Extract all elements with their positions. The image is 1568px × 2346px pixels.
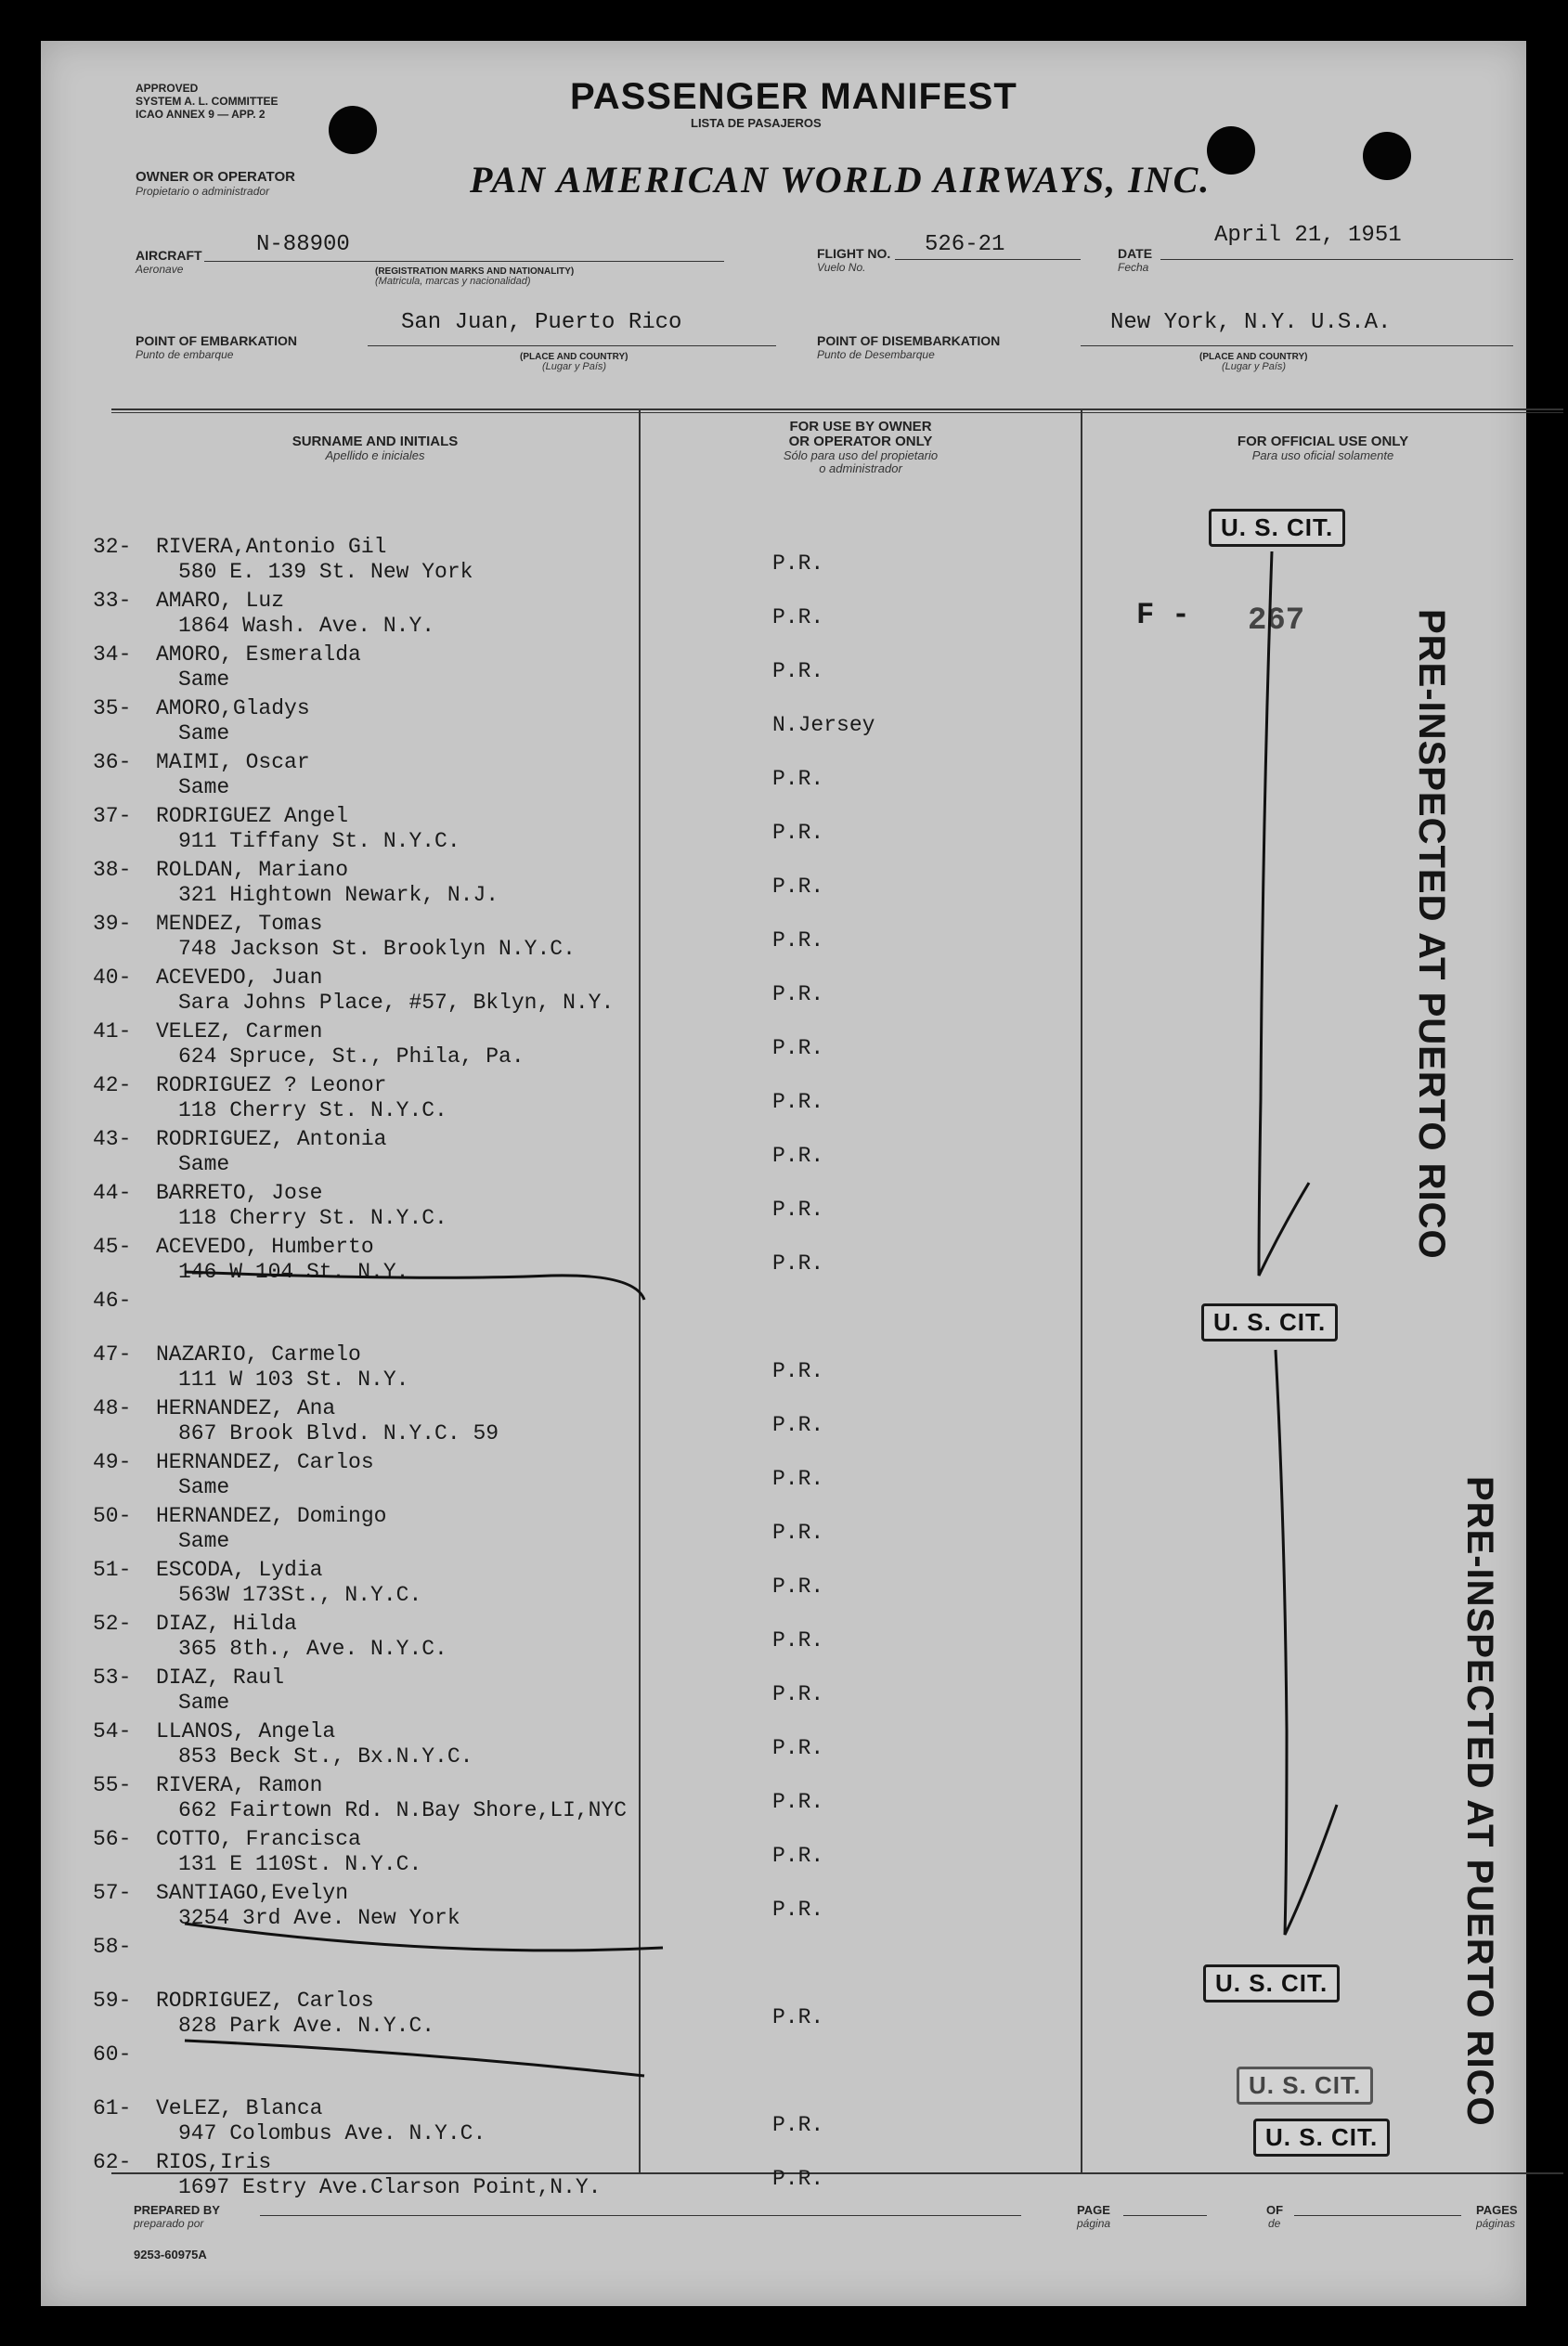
check-mark [1248,1341,1359,1953]
passenger-address: Same [178,1691,230,1715]
passenger-address: 867 Brook Blvd. N.Y.C. 59 [178,1421,499,1445]
place-label-es: (Lugar y País) [542,361,607,372]
passenger-number: 49- [93,1450,132,1474]
embark-value: San Juan, Puerto Rico [401,310,682,335]
passenger-number: 38- [93,858,132,882]
passenger-name: AMORO,Gladys [156,696,310,720]
passenger-number: 44- [93,1181,132,1205]
aircraft-label-es: Aeronave [136,263,184,276]
passenger-number: 45- [93,1235,132,1259]
passenger-number: 39- [93,912,132,936]
page-subtitle: LISTA DE PASAJEROS [691,116,822,130]
passenger-address: 580 E. 139 St. New York [178,560,473,584]
owner-use-entry: P.R. [772,1036,824,1060]
passenger-address: 748 Jackson St. Brooklyn N.Y.C. [178,937,576,961]
us-citizen-stamp: U. S. CIT. [1201,1303,1338,1341]
owner-use-entry: P.R. [772,767,824,791]
passenger-name: SANTIAGO,Evelyn [156,1881,349,1905]
passenger-number: 59- [93,1989,132,2013]
owner-name: PAN AMERICAN WORLD AIRWAYS, INC. [470,159,1212,201]
page-label-es: página [1077,2217,1111,2230]
passenger-number: 54- [93,1719,132,1743]
manifest-page [41,41,1526,2306]
passenger-name: NAZARIO, Carmelo [156,1342,361,1367]
disembark-label: POINT OF DISEMBARKATION [817,333,1001,348]
passenger-name: RODRIGUEZ Angel [156,804,349,828]
passenger-name: DIAZ, Raul [156,1666,285,1690]
place-label: (PLACE AND COUNTRY) [520,352,628,362]
passenger-address: Same [178,1529,230,1553]
pages-label-es: páginas [1476,2217,1516,2230]
passenger-address: 911 Tiffany St. N.Y.C. [178,829,460,853]
pages-label: PAGES [1476,2203,1518,2217]
passenger-name: HERNANDEZ, Carlos [156,1450,374,1474]
passenger-number: 50- [93,1504,132,1528]
passenger-address: 662 Fairtown Rd. N.Bay Shore,LI,NYC [178,1798,628,1822]
passenger-address: 563W 173St., N.Y.C. [178,1583,422,1607]
passenger-name: LLANOS, Angela [156,1719,336,1743]
passenger-address: 947 Colombus Ave. N.Y.C. [178,2121,486,2145]
passenger-address: 118 Cherry St. N.Y.C. [178,1098,447,1122]
passenger-name: HERNANDEZ, Ana [156,1396,336,1420]
registration-label-es: (Matricula, marcas y nacionalidad) [375,276,531,287]
owner-use-entry: P.R. [772,1467,824,1491]
passenger-name: COTTO, Francisca [156,1827,361,1851]
owner-use-entry: P.R. [772,1682,824,1706]
registration-label: (REGISTRATION MARKS AND NATIONALITY) [375,266,575,277]
date-label-es: Fecha [1118,261,1149,274]
passenger-name: MENDEZ, Tomas [156,912,323,936]
passenger-number: 36- [93,750,132,774]
owner-use-entry: P.R. [772,2005,824,2029]
page-title: PASSENGER MANIFEST [570,76,1017,117]
aircraft-label: AIRCRAFT [136,248,202,263]
owner-use-entry: P.R. [772,1790,824,1814]
passenger-number: 53- [93,1666,132,1690]
approved-line: ICAO ANNEX 9 — APP. 2 [136,108,266,121]
owner-use-entry: P.R. [772,1090,824,1114]
passenger-number: 48- [93,1396,132,1420]
passenger-address: 111 W 103 St. N.Y. [178,1367,409,1392]
flight-label-es: Vuelo No. [817,261,866,274]
approved-line: APPROVED [136,82,199,95]
owner-use-entry: P.R. [772,1736,824,1760]
owner-use-entry: P.R. [772,1898,824,1922]
punch-hole [1207,126,1255,175]
passenger-address: Same [178,775,230,799]
us-citizen-stamp: U. S. CIT. [1209,509,1345,547]
owner-use-entry: P.R. [772,1521,824,1545]
void-mark [180,1263,700,1318]
passenger-number: 37- [93,804,132,828]
passenger-number: 55- [93,1773,132,1797]
passenger-address: Same [178,1152,230,1176]
place-label-es: (Lugar y País) [1222,361,1287,372]
passenger-name: RIVERA, Ramon [156,1773,323,1797]
number-267: 267 [1248,603,1305,639]
passenger-number: 47- [93,1342,132,1367]
passenger-address: 624 Spruce, St., Phila, Pa. [178,1044,525,1069]
aircraft-value: N-88900 [256,232,350,257]
void-mark [180,2035,700,2091]
passenger-name: RODRIGUEZ ? Leonor [156,1073,387,1097]
owner-use-entry: N.Jersey [772,713,875,737]
prepared-label-es: preparado por [134,2217,204,2230]
passenger-number: 62- [93,2150,132,2174]
passenger-number: 60- [93,2042,132,2067]
owner-use-entry: P.R. [772,2113,824,2137]
passenger-name: VeLEZ, Blanca [156,2096,323,2120]
date-value: April 21, 1951 [1214,223,1402,248]
approved-line: SYSTEM A. L. COMMITTEE [136,95,279,108]
owner-use-entry: P.R. [772,821,824,845]
passenger-number: 46- [93,1289,132,1313]
passenger-address: Same [178,668,230,692]
disembark-value: New York, N.Y. U.S.A. [1110,310,1392,335]
passenger-address: 131 E 110St. N.Y.C. [178,1852,422,1876]
column-header-official: FOR OFFICIAL USE ONLY Para uso oficial solamente [1237,434,1409,462]
passenger-address: Same [178,721,230,745]
owner-use-entry: P.R. [772,1575,824,1599]
owner-label: OWNER OR OPERATOR [136,169,295,185]
passenger-name: ESCODA, Lydia [156,1558,323,1582]
passenger-name: AMORO, Esmeralda [156,642,361,667]
passenger-number: 57- [93,1881,132,1905]
passenger-name: VELEZ, Carmen [156,1019,323,1043]
owner-use-entry: P.R. [772,928,824,953]
passenger-name: RIOS,Iris [156,2150,272,2174]
owner-use-entry: P.R. [772,1628,824,1653]
us-citizen-stamp: U. S. CIT. [1237,2067,1373,2105]
passenger-number: 58- [93,1935,132,1959]
disembark-label-es: Punto de Desembarque [817,348,935,361]
passenger-number: 52- [93,1612,132,1636]
flight-value: 526-21 [925,232,1005,257]
owner-use-entry: P.R. [772,1251,824,1276]
embark-label: POINT OF EMBARKATION [136,333,297,348]
column-header-owner-use: FOR USE BY OWNER OR OPERATOR ONLY Sólo para uso del propietario o administrador [783,419,939,475]
embark-label-es: Punto de embarque [136,348,234,361]
passenger-number: 35- [93,696,132,720]
passenger-address: 1697 Estry Ave.Clarson Point,N.Y. [178,2175,602,2199]
passenger-number: 51- [93,1558,132,1582]
preinspected-stamp: PRE-INSPECTED AT PUERTO RICO [1411,609,1452,1260]
passenger-number: 61- [93,2096,132,2120]
of-label-es: de [1268,2217,1281,2230]
check-mark [1216,542,1328,1303]
us-citizen-stamp: U. S. CIT. [1203,1964,1340,2003]
prepared-label: PREPARED BY [134,2203,220,2217]
passenger-address: 1864 Wash. Ave. N.Y. [178,614,435,638]
owner-use-entry: P.R. [772,1144,824,1168]
owner-label-es: Propietario o administrador [136,185,270,198]
approved-block [136,82,279,121]
passenger-address: 828 Park Ave. N.Y.C. [178,2014,435,2038]
passenger-number: 43- [93,1127,132,1151]
passenger-address: 3254 3rd Ave. New York [178,1906,460,1930]
passenger-number: 32- [93,535,132,559]
passenger-number: 41- [93,1019,132,1043]
passenger-address: Same [178,1475,230,1499]
passenger-name: ACEVEDO, Humberto [156,1235,374,1259]
passenger-name: HERNANDEZ, Domingo [156,1504,387,1528]
passenger-name: RIVERA,Antonio Gil [156,535,387,559]
owner-use-entry: P.R. [772,1198,824,1222]
passenger-name: DIAZ, Hilda [156,1612,297,1636]
date-label: DATE [1118,246,1153,261]
column-header-surname: SURNAME AND INITIALS Apellido e iniciales [292,434,459,462]
passenger-address: 321 Hightown Newark, N.J. [178,883,499,907]
passenger-name: BARRETO, Jose [156,1181,323,1205]
owner-use-entry: P.R. [772,875,824,899]
passenger-name: ROLDAN, Mariano [156,858,349,882]
passenger-address: 146 W 104 St. N.Y. [178,1260,409,1284]
passenger-number: 33- [93,589,132,613]
form-number: 9253-60975A [134,2248,207,2262]
passenger-address: Sara Johns Place, #57, Bklyn, N.Y. [178,991,615,1015]
passenger-name: MAIMI, Oscar [156,750,310,774]
place-label: (PLACE AND COUNTRY) [1199,352,1308,362]
owner-use-entry: P.R. [772,605,824,629]
punch-hole [329,106,377,154]
owner-use-entry: P.R. [772,659,824,683]
of-label: OF [1266,2203,1284,2217]
punch-hole [1363,132,1411,180]
passenger-address: 365 8th., Ave. N.Y.C. [178,1637,447,1661]
mark-f: F - [1136,598,1190,632]
owner-use-entry: P.R. [772,1844,824,1868]
us-citizen-stamp: U. S. CIT. [1253,2119,1390,2157]
flight-label: FLIGHT NO. [817,246,891,261]
owner-use-entry: P.R. [772,1413,824,1437]
passenger-number: 40- [93,966,132,990]
page-label: PAGE [1077,2203,1110,2217]
passenger-number: 42- [93,1073,132,1097]
owner-use-entry: P.R. [772,982,824,1006]
passenger-name: AMARO, Luz [156,589,285,613]
passenger-name: RODRIGUEZ, Antonia [156,1127,387,1151]
owner-use-entry: P.R. [772,1359,824,1383]
owner-use-entry: P.R. [772,551,824,576]
void-mark [180,1916,700,1972]
passenger-name: RODRIGUEZ, Carlos [156,1989,374,2013]
passenger-number: 34- [93,642,132,667]
passenger-address: 853 Beck St., Bx.N.Y.C. [178,1744,473,1769]
passenger-number: 56- [93,1827,132,1851]
passenger-name: ACEVEDO, Juan [156,966,323,990]
preinspected-stamp: PRE-INSPECTED AT PUERTO RICO [1459,1476,1500,2127]
passenger-address: 118 Cherry St. N.Y.C. [178,1206,447,1230]
owner-use-entry: P.R. [772,2167,824,2191]
